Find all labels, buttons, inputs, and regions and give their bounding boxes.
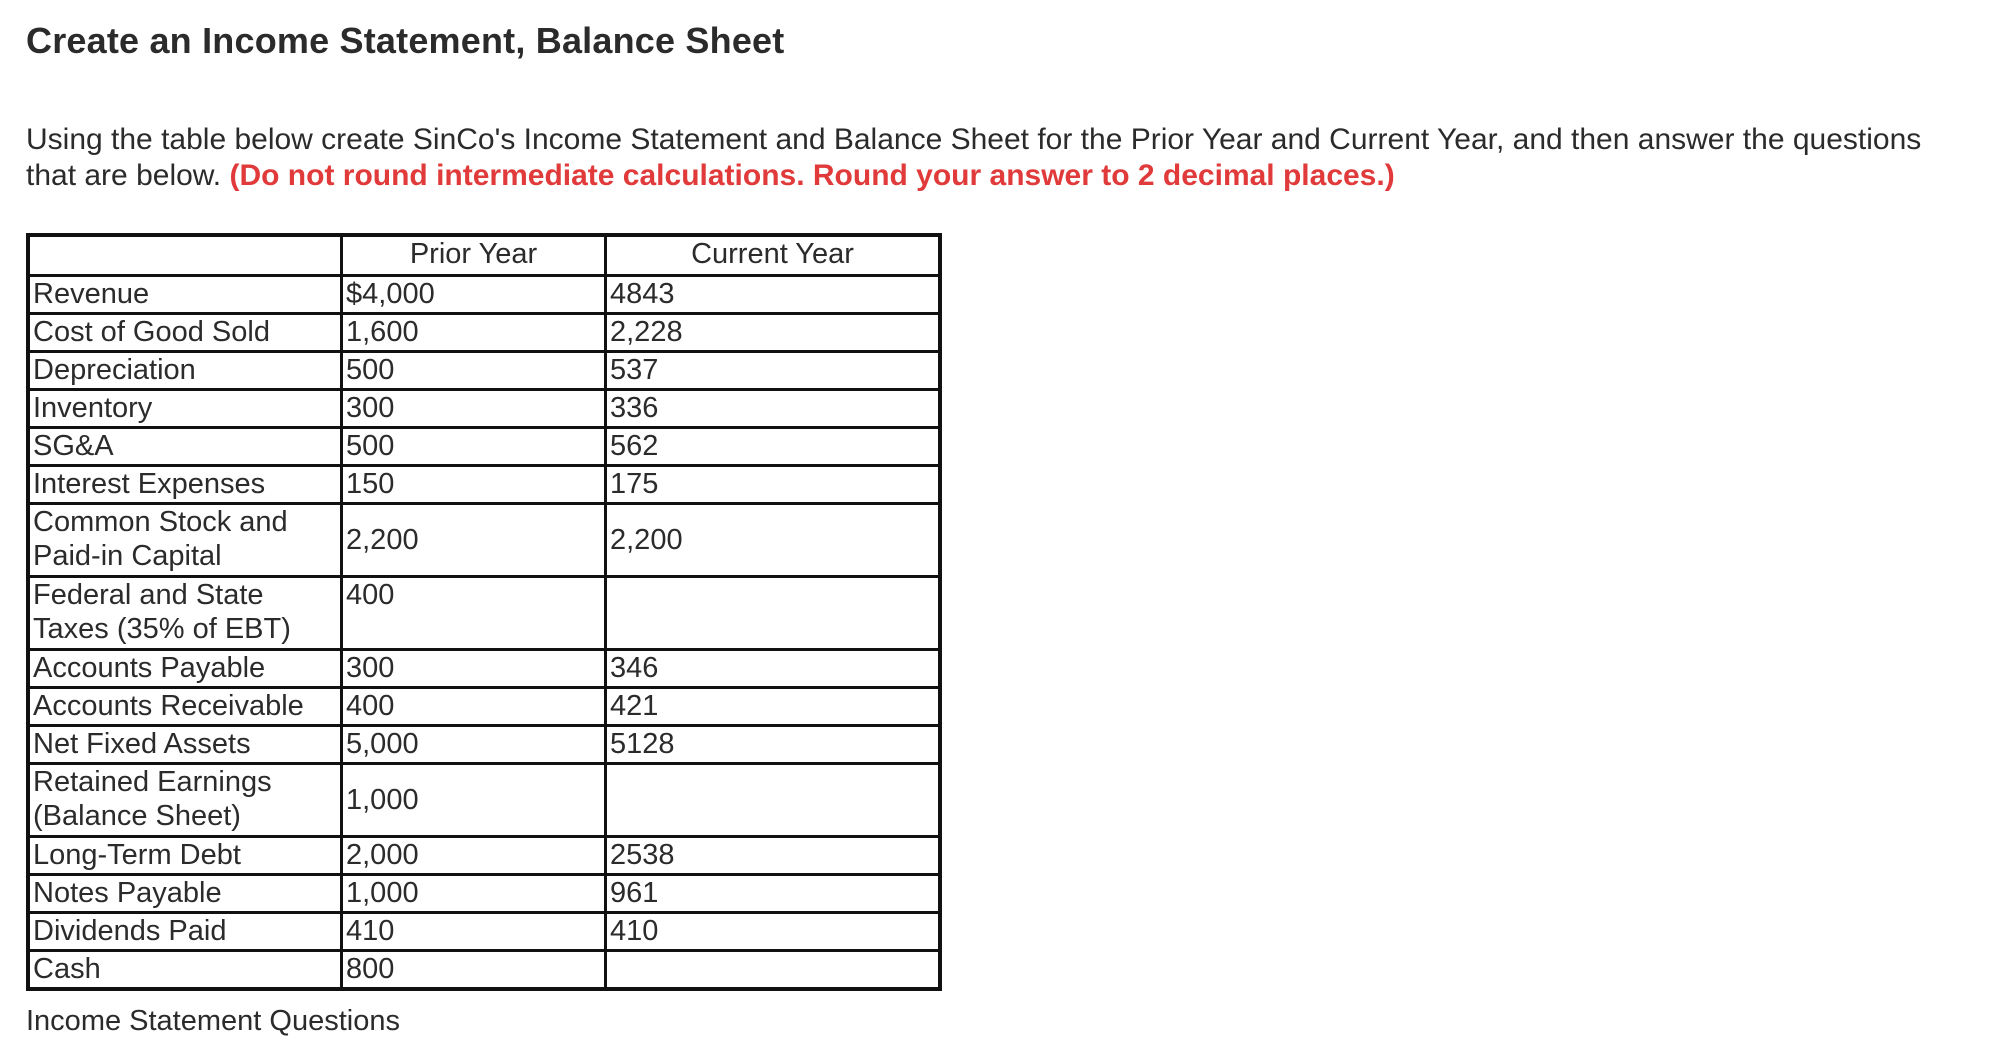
- table-row-taxes: [28, 577, 940, 650]
- prior-year-value: 2,200: [342, 504, 606, 577]
- current-year-value: 336: [606, 390, 941, 428]
- prior-year-value: 1,000: [342, 764, 606, 837]
- next-section-heading: Income Statement Questions: [26, 1005, 400, 1037]
- header-current-year: Current Year: [606, 235, 941, 276]
- prior-year-value: 500: [342, 428, 606, 466]
- table-row-dividends-paid: [28, 913, 940, 951]
- table-row-cogs: [28, 314, 940, 352]
- current-year-value: [606, 577, 941, 650]
- row-label: SG&A: [28, 428, 342, 466]
- current-year-value: 346: [606, 650, 941, 688]
- row-label: Cash: [28, 951, 342, 990]
- current-year-value: 5128: [606, 726, 941, 764]
- prior-year-value: 300: [342, 390, 606, 428]
- row-label: Depreciation: [28, 352, 342, 390]
- row-label: Revenue: [28, 276, 342, 314]
- row-label: Accounts Payable: [28, 650, 342, 688]
- current-year-value: 421: [606, 688, 941, 726]
- header-prior-year: Prior Year: [342, 235, 606, 276]
- table-row-depreciation: [28, 352, 940, 390]
- row-label: Long-Term Debt: [28, 837, 342, 875]
- row-label: Retained Earnings (Balance Sheet): [28, 764, 342, 837]
- header-label: [28, 235, 342, 276]
- prior-year-value: 300: [342, 650, 606, 688]
- current-year-value: 562: [606, 428, 941, 466]
- current-year-value: 4843: [606, 276, 941, 314]
- current-year-value: 2,200: [606, 504, 941, 577]
- prior-year-value: 5,000: [342, 726, 606, 764]
- instructions-text: [26, 122, 1956, 194]
- current-year-value: [606, 764, 941, 837]
- instructions-emphasis: (Do not round intermediate calculations. Round your answer to 2 decimal places.): [229, 159, 1395, 192]
- prior-year-value: 500: [342, 352, 606, 390]
- prior-year-value: 150: [342, 466, 606, 504]
- table-row-net-fixed-assets: [28, 726, 940, 764]
- instructions-body: Using the table below create SinCo's Income Statement and Balance Sheet for the Prior Year and Current Year, and then answer the questions that are below.: [26, 123, 1922, 192]
- current-year-value: 2538: [606, 837, 941, 875]
- prior-year-value: 1,600: [342, 314, 606, 352]
- financial-data-table: [26, 233, 942, 991]
- row-label: Interest Expenses: [28, 466, 342, 504]
- table-row-revenue: [28, 276, 940, 314]
- table-row-accounts-payable: [28, 650, 940, 688]
- page-title: Create an Income Statement, Balance Sheet: [26, 20, 785, 61]
- table-row-interest-expenses: [28, 466, 940, 504]
- table-row-notes-payable: [28, 875, 940, 913]
- table-row-accounts-receivable: [28, 688, 940, 726]
- prior-year-value: 800: [342, 951, 606, 990]
- row-label: Common Stock and Paid-in Capital: [28, 504, 342, 577]
- current-year-value: 2,228: [606, 314, 941, 352]
- prior-year-value: $4,000: [342, 276, 606, 314]
- current-year-value: [606, 951, 941, 990]
- row-label: Accounts Receivable: [28, 688, 342, 726]
- row-label: Federal and State Taxes (35% of EBT): [28, 577, 342, 650]
- table-row-sga: [28, 428, 940, 466]
- row-label: Inventory: [28, 390, 342, 428]
- row-label: Notes Payable: [28, 875, 342, 913]
- row-label: Dividends Paid: [28, 913, 342, 951]
- table-row-retained-earnings: [28, 764, 940, 837]
- table-row-common-stock: [28, 504, 940, 577]
- current-year-value: 175: [606, 466, 941, 504]
- prior-year-value: 400: [342, 577, 606, 650]
- current-year-value: 961: [606, 875, 941, 913]
- current-year-value: 410: [606, 913, 941, 951]
- table-row-cash: [28, 951, 940, 990]
- current-year-value: 537: [606, 352, 941, 390]
- prior-year-value: 2,000: [342, 837, 606, 875]
- prior-year-value: 1,000: [342, 875, 606, 913]
- table-header-row: [28, 235, 940, 276]
- prior-year-value: 410: [342, 913, 606, 951]
- row-label: Cost of Good Sold: [28, 314, 342, 352]
- table-row-inventory: [28, 390, 940, 428]
- table-row-long-term-debt: [28, 837, 940, 875]
- row-label: Net Fixed Assets: [28, 726, 342, 764]
- prior-year-value: 400: [342, 688, 606, 726]
